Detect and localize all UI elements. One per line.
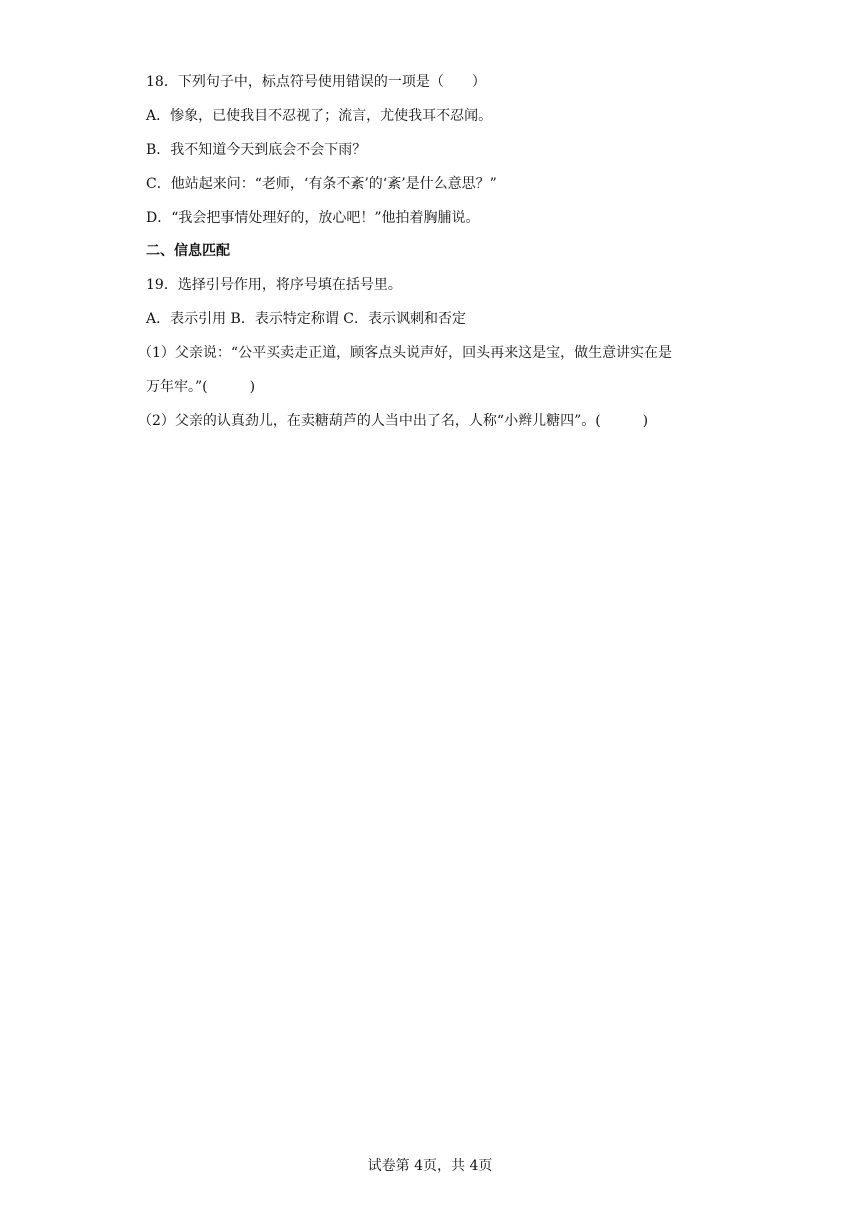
question-19-item-1-line-2: 万年牢。”( ): [146, 379, 256, 395]
question-19-stem: 19．选择引号作用，将序号填在括号里。: [146, 277, 402, 293]
page-footer: 试卷第 4页，共 4页: [367, 1158, 493, 1174]
question-18-option-c: C．他站起来问：“老师，‘有条不紊’的‘紊’是什么意思？”: [146, 176, 497, 192]
question-18-option-a: A．惨象，已使我目不忍视了；流言，尤使我耳不忍闻。: [146, 108, 493, 124]
question-18-option-d: D．“我会把事情处理好的，放心吧！”他拍着胸脯说。: [146, 210, 480, 226]
question-19-item-1-line-1: （1）父亲说：“公平买卖走正道，顾客点头说声好，回头再来这是宝，做生意讲实在是: [138, 345, 673, 361]
question-18-option-b: B．我不知道今天到底会不会下雨？: [146, 142, 367, 158]
section-2-heading: 二、信息匹配: [146, 243, 230, 259]
question-19-item-2: （2）父亲的认真劲儿，在卖糖葫芦的人当中出了名，人称“小辫儿糖四”。( ): [138, 413, 649, 429]
question-18-stem: 18．下列句子中，标点符号使用错误的一项是（ ）: [146, 74, 486, 90]
question-19-choices: A．表示引用 B．表示特定称谓 C．表示讽刺和否定: [146, 311, 467, 327]
